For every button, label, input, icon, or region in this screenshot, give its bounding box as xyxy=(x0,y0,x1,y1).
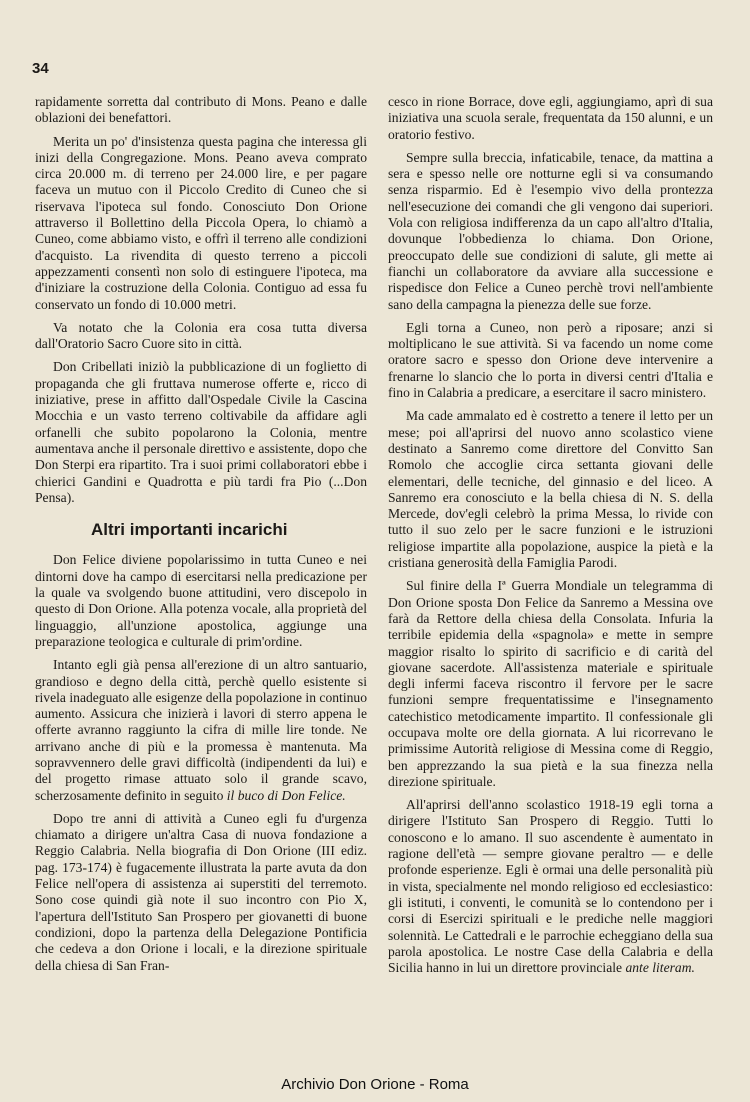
section-heading: Altri importanti incarichi xyxy=(91,520,288,540)
paragraph: Don Cribellati iniziò la pubblicazione di un foglietto di propaganda che gli fruttava numerose offerte e, ricco di iniziative, prese in affitto dall'Ospedale Civile la Cascina Mocchia e un vasto terreno coltivabile da affidare agli orfanelli che subito popolarono la Colonia, mentre aumentava anche il personale direttivo e assistente, dopo che Don Sterpi era ripartito. Tra i suoi primi collaboratori ebbe i chierici Gandini e Quadrotta e più tardi fra Pio (...Don Pensa). xyxy=(35,359,367,505)
right-column xyxy=(388,94,713,983)
paragraph: Sul finire della Iª Guerra Mondiale un telegramma di Don Orione sposta Don Felice da Sanremo a Messina ove farà da Rettore della chiesa della Consolata. Infuria la terribile epidemia della «spagnola» e mette in sempre maggior risalto lo spirito di sacrificio e di carità del giovane sacerdote. All'assistenza materiale e spirituale degli infermi faceva riscontro il fervore per le sacre funzioni sempre frequentatissime e l'insegnamento catechistico metodicamente impartito. Il confessionale gli occupava molte ore della giornata. A lui ricorrevano le primissime Autorità religiose di Messina come di Reggio, ben apprezzando la sua pietà e la sua finezza nella direzione spirituale. xyxy=(388,578,713,789)
paragraph-text: All'aprirsi dell'anno scolastico 1918-19 egli torna a dirigere l'Istituto San Prospero di Reggio. Tutti lo conoscono e lo amano. Il suo ascendente è aumentato in ragione dell'età — sempre giovane peraltro — e delle profonde esperienze. Egli è ormai una delle personalità più in vista, specialmente nel mondo religioso ed ecclesiastico: gli istituti, i conventi, le comunità se lo contendono per i corsi di Esercizi spirituali e le prediche nelle maggiori solennità. Le Cattedrali e le parrochie echeggiano della sua parola apostolica. Le nostre Case della Calabria e della Sicilia hanno in lui un direttore provinciale xyxy=(388,797,713,976)
paragraph: Va notato che la Colonia era cosa tutta diversa dall'Oratorio Sacro Cuore sito in città. xyxy=(35,319,367,352)
paragraph-text: Intanto egli già pensa all'erezione di un altro santuario, grandioso e degno della città, perchè quello esistente si rivela inadeguato alle esigenze della popolazione in continuo aumento. Assicura che inizierà i lavori di sterro appena le offerte avranno raggiunto la cifra di mille lire tonde. Ne arrivano anche di più e la promessa è mantenuta. Ma sopravvennero delle gravi difficoltà (indipendenti da lui) e del progetto rimase attuato solo il grande scavo, scherzosamente definito in seguito xyxy=(35,657,367,803)
archive-footer: Archivio Don Orione - Roma xyxy=(281,1076,469,1093)
paragraph xyxy=(35,657,367,804)
italic-phrase: ante literam. xyxy=(625,960,695,976)
italic-phrase: il buco di Don Felice. xyxy=(226,787,346,803)
paragraph: Sempre sulla breccia, infaticabile, tenace, da mattina a sera e spesso nelle ore notturne egli si va consumando senza risparmio. Ed è l'esempio vivo della prontezza nell'esecuzione dei comandi che gli vengono dai superiori. Vola con religiosa indifferenza da un capo all'altro d'Italia, dovunque l'obbedienza lo chiama. Don Orione, preoccupato delle sue condizioni di salute, gli mette ai fianchi un collaboratore da avviare alla successione e rispedisce don Felice a Cuneo perchè trovi nell'ambiente sano della campagna la pienezza delle sue forze. xyxy=(388,149,713,312)
paragraph xyxy=(388,797,713,976)
paragraph: Dopo tre anni di attività a Cuneo egli fu d'urgenza chiamato a dirigere un'altra Casa di nuova fondazione a Reggio Calabria. Nella biografia di Don Orione (III ediz. pag. 173-174) è fugacemente illustrata la parte avuta da don Felice nell'opera di assistenza ai superstiti del terremoto. Sono cose quindi già note il suo incontro con Pio X, l'apertura dell'Istituto San Prospero per giovanetti di buone condizioni, dopo la partenza della Delegazione Pontificia che cedeva a don Orione i locali, e la direzione spirituale della chiesa di San Fran- xyxy=(35,810,367,973)
left-column xyxy=(35,94,367,981)
paragraph: Don Felice diviene popolarissimo in tutta Cuneo e nei dintorni dove ha campo di esercitarsi nella predicazione per la quale va svolgendo buone attitudini, vero discepolo in questo di Don Orione. Alla potenza vocale, alla proprietà del linguaggio, all'unzione apostolica, aggiunge una preparazione teologica e culturale di prim'ordine. xyxy=(35,552,367,649)
paragraph: Ma cade ammalato ed è costretto a tenere il letto per un mese; poi all'aprirsi del nuovo anno scolastico viene destinato a Sanremo come direttore del Convitto San Romolo che accoglie circa settanta giovani delle elementari, delle tecniche, del ginnasio e del liceo. A Sanremo era conosciuto e la bella chiesa di N. S. della Mercede, dov'egli celebrò la prima Messa, lo rivide con tutto il suo zelo per le sacre funzioni e le istruzioni religiose impartite alla popolazione, auspice la pietà e la cristiana generosità della Famiglia Parodi. xyxy=(388,408,713,571)
paragraph: Egli torna a Cuneo, non però a riposare; anzi si moltiplicano le sue attività. Si va facendo un nome come oratore sacro e spesso don Orione deve intervenire a frenarne lo slancio che lo porta in diversi centri d'Italia e fino in Calabria a predicare, a esercitare il sacro ministero. xyxy=(388,319,713,401)
paragraph: rapidamente sorretta dal contributo di Mons. Peano e dalle oblazioni dei benefattori. xyxy=(35,94,367,126)
paragraph: Merita un po' d'insistenza questa pagina che interessa gli inizi della Congregazione. Mons. Peano aveva comprato circa 20.000 m. di terreno per 24.000 lire, e per pagare faceva un mutuo con il Piccolo Credito di Cuneo che si riservava l'ipoteca sul fondo. Conosciuto Don Orione attraverso il Bollettino della Piccola Opera, lo chiamò a Cuneo, come abbiamo visto, e offrì il terreno alle condizioni d'acquisto. La rivendita di questo terreno a piccoli appezzamenti consentì non solo di estinguere l'ipoteca, ma d'iniziare la costruzione della Colonia. Contiguo ad essa fu conservato un fondo di 10.000 metri. xyxy=(35,133,367,312)
paragraph: cesco in rione Borrace, dove egli, aggiungiamo, aprì di sua iniziativa una scuola serale, frequentata da 150 alunni, e un oratorio festivo. xyxy=(388,94,713,142)
page-number: 34 xyxy=(32,60,49,77)
